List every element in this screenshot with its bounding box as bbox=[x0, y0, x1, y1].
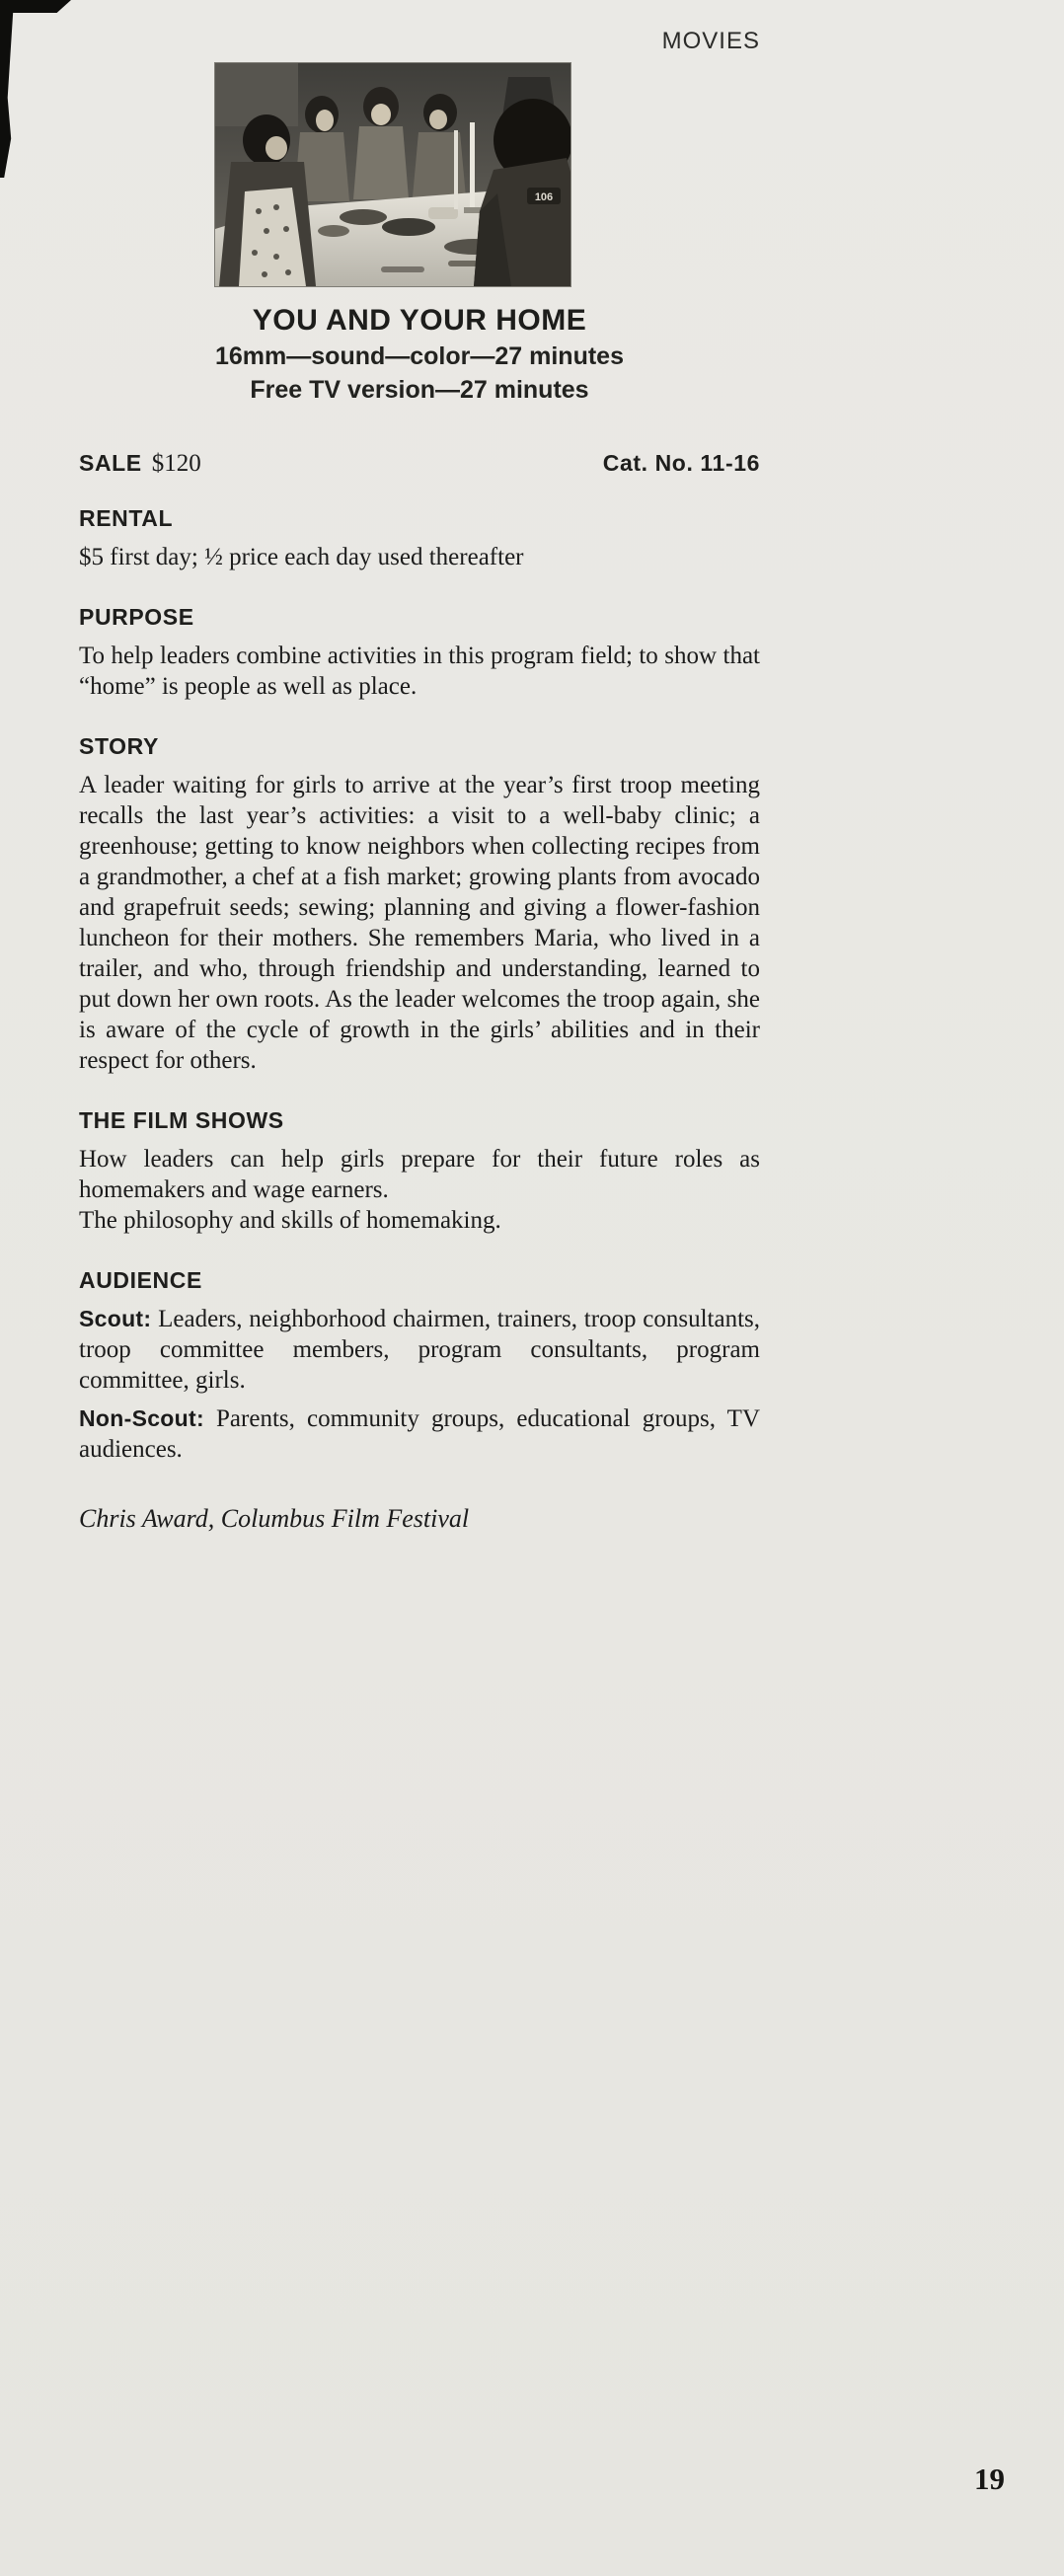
film-format-line: 16mm—sound—color—27 minutes bbox=[215, 342, 624, 370]
film-title: YOU AND YOUR HOME bbox=[252, 304, 587, 337]
audience-non-scout bbox=[79, 1403, 760, 1465]
background-girls bbox=[294, 87, 466, 201]
award-line: Chris Award, Columbus Film Festival bbox=[79, 1504, 470, 1533]
running-head: MOVIES bbox=[661, 28, 760, 54]
film-tv-line: Free TV version—27 minutes bbox=[250, 376, 589, 404]
film-shows-heading: THE FILM SHOWS bbox=[79, 1107, 284, 1133]
sale-info bbox=[79, 450, 201, 478]
scout-text: Leaders, neighborhood chairmen, trainers, troop consultants, troop committee members, program consultants, program committee, girls. bbox=[79, 1306, 761, 1394]
film-shows-line-1: How leaders can help girls prepare for their future roles as homemakers and wage earners. bbox=[79, 1146, 760, 1203]
non-scout-text: Parents, community groups, educational groups, TV audiences. bbox=[79, 1405, 760, 1463]
film-photo-illustration bbox=[215, 63, 570, 286]
sale-label: SALE bbox=[79, 450, 142, 476]
story-heading: STORY bbox=[79, 733, 159, 759]
scout-label: Scout: bbox=[79, 1306, 152, 1331]
non-scout-label: Non-Scout: bbox=[79, 1405, 204, 1431]
sale-price: $120 bbox=[151, 450, 201, 477]
troop-number-badge: 106 bbox=[534, 191, 554, 203]
rental-terms: $5 first day; ½ price each day used thereafter bbox=[79, 544, 524, 570]
catalog-number: Cat. No. 11-16 bbox=[602, 450, 760, 476]
page-number: 19 bbox=[974, 2462, 1005, 2496]
story-text: A leader waiting for girls to arrive at the year’s first troop meeting recalls the last year’s activities: a visit to a well-baby clinic; a greenhouse; getting to know neighbors when collecting recipes from a grandmother, a chef at a fish market; growing plants from avocado and grapefruit seeds; sewing; planning and giving a flower-fashion luncheon for their mothers. She remembers Maria, who lived in a trailer, and who, through friendship and understanding, learned to put down her own roots. As the leader welcomes the troop again, she is aware of the cycle of growth in the girls’ abilities and in their respect for others. bbox=[79, 772, 760, 1074]
scan-artifact-left bbox=[0, 0, 14, 178]
rental-heading: RENTAL bbox=[79, 505, 174, 531]
scan-artifact-top bbox=[0, 0, 71, 13]
sale-row bbox=[79, 450, 760, 478]
film-photo bbox=[215, 63, 570, 286]
film-shows-line-2: The philosophy and skills of homemaking. bbox=[79, 1207, 501, 1234]
purpose-heading: PURPOSE bbox=[79, 604, 194, 630]
purpose-text: To help leaders combine activities in this program field; to show that “home” is people as well as place. bbox=[79, 643, 760, 700]
audience-scout bbox=[79, 1304, 760, 1396]
page-content bbox=[79, 28, 760, 1534]
audience-heading: AUDIENCE bbox=[79, 1267, 202, 1293]
